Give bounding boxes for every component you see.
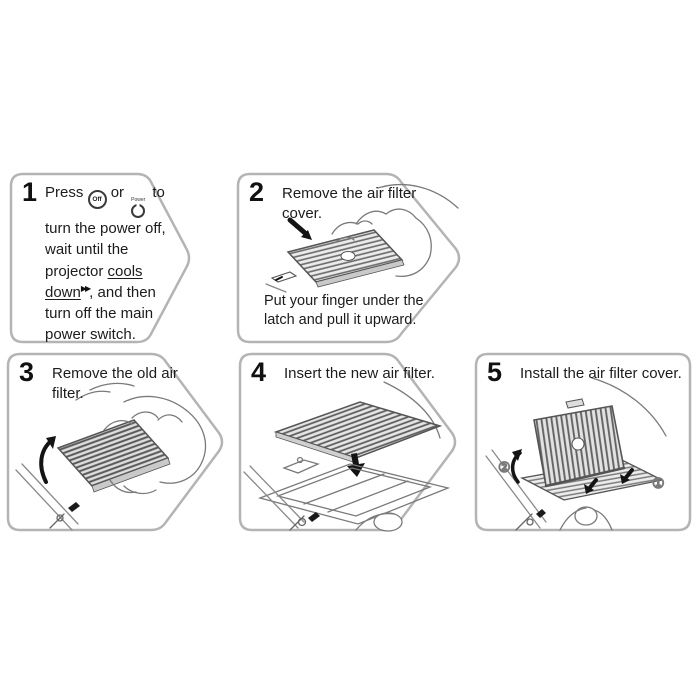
- step-number: 2: [249, 177, 264, 207]
- step-title: Insert the new air filter.: [284, 365, 435, 382]
- step-number: 5: [487, 357, 502, 387]
- step-number: 4: [251, 357, 266, 387]
- step2-caption: Put your finger under the latch and pull it upward.: [264, 293, 424, 328]
- step-box-5: [474, 352, 692, 532]
- step-number: 3: [19, 357, 34, 387]
- step-box-1: [9, 172, 197, 344]
- step-box-4: [238, 352, 462, 532]
- step1-text-part: to turn the power off, wait until the projector: [45, 184, 166, 280]
- step-title: Remove the old air filter.: [52, 365, 178, 402]
- step-number: 1: [22, 177, 37, 207]
- power-ring-icon: [131, 204, 145, 218]
- page-reference-icon: ▶▶: [80, 283, 90, 293]
- callout-2-label: ②: [498, 459, 511, 475]
- callout-1-label: ①: [652, 475, 665, 491]
- cools-down-reference: cools down: [45, 262, 143, 301]
- power-button-icon: [128, 198, 148, 218]
- power-button-label: Power: [131, 197, 146, 203]
- step1-text-part: Press: [45, 184, 84, 201]
- step1-text-part: or: [110, 184, 125, 201]
- off-button-icon: Off: [88, 190, 107, 209]
- step-title: Remove the air filter cover.: [282, 185, 417, 222]
- step-title: Install the air filter cover.: [520, 365, 682, 382]
- step-box-3: [6, 352, 229, 532]
- step1-instructions: [45, 182, 183, 346]
- step1-text-part: , and then turn off the main power switch.: [45, 283, 156, 344]
- step-box-2: [236, 172, 466, 344]
